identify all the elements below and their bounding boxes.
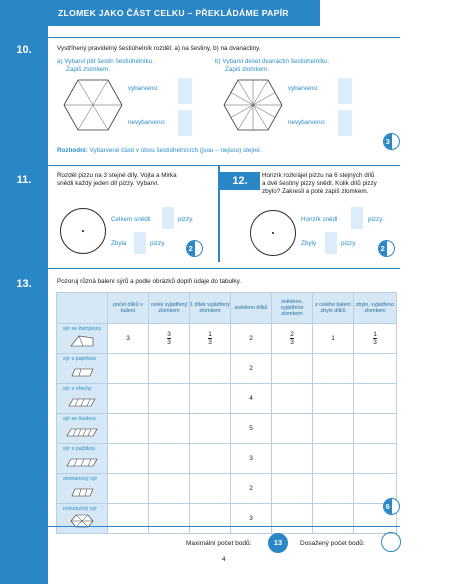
- points-badge-12: 2: [378, 240, 395, 257]
- table-row: [57, 444, 397, 474]
- left-label-11: Zbyla: [111, 240, 127, 247]
- cell-left[interactable]: [313, 444, 354, 474]
- uncolored-label-a: nevybarveno:: [128, 119, 166, 126]
- row-label: [57, 324, 108, 354]
- row-label: [57, 354, 108, 384]
- cheese-slices-icon: [69, 484, 95, 498]
- col-header: 1 dílek vyjádřený zlomkem: [190, 293, 231, 324]
- points-badge-11: 2: [186, 240, 203, 257]
- cell-left[interactable]: [313, 354, 354, 384]
- cell-count[interactable]: [108, 444, 149, 474]
- task-12-line3: zbylo? Zakresli a poté zapiš zlomkem.: [262, 188, 369, 195]
- row-label: [57, 444, 108, 474]
- denominator: 3: [373, 339, 377, 346]
- cell-count[interactable]: [108, 384, 149, 414]
- cell-one-fraction[interactable]: [190, 354, 231, 384]
- cheese-slices-icon: [65, 424, 99, 438]
- cell-count[interactable]: [108, 354, 149, 384]
- task-13-number: 13.: [16, 278, 32, 290]
- cell-count[interactable]: [108, 414, 149, 444]
- cell-eaten[interactable]: 2: [231, 474, 272, 504]
- row-label-text: sýr s paprikou: [63, 356, 96, 362]
- left-sidebar: [0, 0, 48, 584]
- cell-eaten[interactable]: 2: [231, 354, 272, 384]
- cell-eaten[interactable]: 3: [231, 444, 272, 474]
- col-header: snědeno dílků: [231, 293, 272, 324]
- answer-box-uncolored-b[interactable]: [338, 110, 352, 136]
- cell-count[interactable]: 3: [108, 324, 149, 354]
- cell-one-fraction[interactable]: [190, 324, 231, 354]
- cell-count[interactable]: [108, 474, 149, 504]
- answer-box-colored-a[interactable]: [178, 78, 192, 104]
- achieved-points-circle[interactable]: [381, 532, 401, 552]
- divider: [48, 268, 400, 269]
- max-points-value: 13: [268, 533, 288, 553]
- divider: [48, 526, 400, 527]
- max-points-label: Maximální počet bodů:: [186, 540, 252, 547]
- cell-left[interactable]: [313, 384, 354, 414]
- cell-whole-fraction[interactable]: [149, 444, 190, 474]
- cell-whole-fraction[interactable]: [149, 324, 190, 354]
- colored-label-a: vybarveno:: [128, 85, 159, 92]
- row-label-text: sýr s ořechy: [63, 386, 92, 392]
- cell-eaten-fraction[interactable]: [272, 474, 313, 504]
- task-10b-text2: Zapiš zlomkem.: [225, 66, 270, 73]
- cell-left-fraction[interactable]: [354, 324, 397, 354]
- eaten-label-11: Celkem snědli: [111, 216, 151, 223]
- cell-eaten[interactable]: 4: [231, 384, 272, 414]
- cell-eaten-fraction[interactable]: [272, 384, 313, 414]
- cheese-wedge-icon: [69, 334, 95, 348]
- answer-box-left-12[interactable]: [325, 232, 337, 254]
- divider: [48, 165, 400, 166]
- cell-left-fraction[interactable]: [354, 354, 397, 384]
- cell-left-fraction[interactable]: [354, 414, 397, 444]
- cell-one-fraction[interactable]: [190, 414, 231, 444]
- cell-one-fraction[interactable]: [190, 474, 231, 504]
- row-label-text: smetanový sýr: [63, 476, 98, 482]
- table-row: [57, 474, 397, 504]
- row-label-text: nízkotučný sýr: [63, 506, 97, 512]
- cell-whole-fraction[interactable]: [149, 384, 190, 414]
- table-row: [57, 324, 397, 354]
- task-10-decide: [57, 147, 262, 155]
- cell-count[interactable]: [108, 504, 149, 534]
- row-label: [57, 384, 108, 414]
- row-label-text: sýr se šunkou: [63, 416, 96, 422]
- pizza-center-dot: [272, 232, 274, 234]
- eaten-label-12: Honzík snědl: [301, 216, 338, 223]
- row-label: [57, 414, 108, 444]
- cell-eaten-fraction[interactable]: [272, 504, 313, 534]
- denominator: 3: [167, 339, 171, 346]
- task-12-number: 12.: [220, 172, 260, 190]
- task-12-line1: Honzík rozkrájel pizzu na 6 stejných dílů: [262, 172, 375, 179]
- row-label: [57, 474, 108, 504]
- numerator: 2: [290, 331, 294, 338]
- cell-left[interactable]: [313, 474, 354, 504]
- row-label-text: sýr s pažitkou: [63, 446, 96, 452]
- cell-whole-fraction[interactable]: [149, 354, 190, 384]
- cell-whole-fraction[interactable]: [149, 414, 190, 444]
- page-number: 4: [222, 556, 226, 563]
- task-12-line2: a dvě šestiny pizzy snědl. Kolik dílů pizzy: [262, 180, 377, 187]
- task-11-line1: Rozděl pizzu na 3 stejné díly. Vojta a Mirka: [57, 172, 177, 179]
- table-row: [57, 354, 397, 384]
- table-row: [57, 384, 397, 414]
- task-13-instruction: Pozoruj různá balení sýrů a podle obrázků doplň údaje do tabulky.: [57, 278, 242, 285]
- hexagon-twelfths-icon[interactable]: [223, 79, 283, 131]
- col-header: zbylo, vyjádřeno zlomkem: [354, 293, 397, 324]
- answer-box-uncolored-a[interactable]: [178, 110, 192, 136]
- task-10-instruction: Vystříhený pravidelný šestiúhelník rozděl: a) na šestiny, b) na dvanáctiny.: [57, 45, 261, 52]
- cheese-slices-icon: [67, 394, 97, 408]
- decide-label: Rozhodni:: [57, 147, 88, 154]
- cell-eaten-fraction[interactable]: [272, 414, 313, 444]
- pizza-word-12a: pizzy.: [368, 216, 384, 223]
- points-badge-13: 6: [383, 498, 400, 515]
- col-header: počet dílků v balení: [108, 293, 149, 324]
- denominator: 3: [290, 339, 294, 346]
- col-header: celek vyjádřený zlomkem: [149, 293, 190, 324]
- answer-box-colored-b[interactable]: [338, 78, 352, 104]
- page-header: ZLOMEK JAKO ČÁST CELKU – PŘEKLÁDÁME PAPÍR: [48, 0, 320, 26]
- cell-left-fraction[interactable]: [354, 384, 397, 414]
- uncolored-label-b: nevybarveno:: [288, 119, 326, 126]
- pizza-word-11a: pizzy.: [178, 216, 194, 223]
- numerator: 1: [208, 331, 212, 338]
- col-header: snědeno, vyjádřeno zlomkem: [272, 293, 313, 324]
- cell-one-fraction[interactable]: [190, 444, 231, 474]
- cell-left[interactable]: 1: [313, 324, 354, 354]
- cell-eaten[interactable]: 3: [231, 504, 272, 534]
- decide-text[interactable]: Vybarvené části v obou šestiúhelnících (jsou – nejsou) stejné.: [89, 147, 262, 154]
- pizza-word-11b: pizzy.: [150, 240, 166, 247]
- cell-one-fraction[interactable]: [190, 504, 231, 534]
- denominator: 3: [208, 339, 212, 346]
- cell-left[interactable]: [313, 414, 354, 444]
- table-corner: [57, 293, 108, 324]
- col-header: z celého balení zbylo dílků: [313, 293, 354, 324]
- cheese-slices-icon: [69, 364, 95, 378]
- pizza-word-12b: pizzy.: [341, 240, 357, 247]
- divider: [48, 37, 400, 38]
- numerator: 1: [373, 331, 377, 338]
- pizza-center-dot: [82, 230, 84, 232]
- table-row: [57, 414, 397, 444]
- colored-label-b: vybarveno:: [288, 85, 319, 92]
- answer-box-eaten-12[interactable]: [351, 207, 363, 229]
- answer-box-left-11[interactable]: [134, 232, 146, 254]
- cheese-table: [56, 292, 397, 534]
- cell-whole-fraction[interactable]: [149, 474, 190, 504]
- table-row: [57, 504, 397, 534]
- cell-eaten[interactable]: 2: [231, 324, 272, 354]
- task-10a-text: a) Vybarvi pět šestin šestiúhelníku.: [57, 58, 155, 65]
- cell-eaten[interactable]: 5: [231, 414, 272, 444]
- cell-eaten-fraction[interactable]: [272, 324, 313, 354]
- cheese-slices-icon: [65, 454, 99, 468]
- points-badge-10: 3: [383, 133, 400, 150]
- row-label: [57, 504, 108, 534]
- achieved-points-label: Dosažený počet bodů:: [300, 540, 365, 547]
- answer-box-eaten-11[interactable]: [162, 207, 174, 229]
- hexagon-sixths-icon[interactable]: [63, 79, 123, 131]
- cell-left-fraction[interactable]: [354, 444, 397, 474]
- cell-left[interactable]: [313, 504, 354, 534]
- task-10a-text2: Zapiš zlomkem.: [66, 66, 111, 73]
- left-label-12: Zbyly: [301, 240, 317, 247]
- cell-eaten-fraction[interactable]: [272, 354, 313, 384]
- task-11-line2: snědli každý jeden díl pizzy. Vybarvi.: [57, 180, 159, 187]
- cell-one-fraction[interactable]: [190, 384, 231, 414]
- task-11-number: 11.: [16, 174, 32, 186]
- numerator: 3: [167, 331, 171, 338]
- cell-whole-fraction[interactable]: [149, 504, 190, 534]
- task-10-number: 10.: [16, 44, 32, 56]
- task-10b-text: b) Vybarvi deset dvanáctin šestiúhelníku.: [215, 58, 330, 65]
- row-label-text: sýr se žampiony: [63, 326, 102, 332]
- cell-eaten-fraction[interactable]: [272, 444, 313, 474]
